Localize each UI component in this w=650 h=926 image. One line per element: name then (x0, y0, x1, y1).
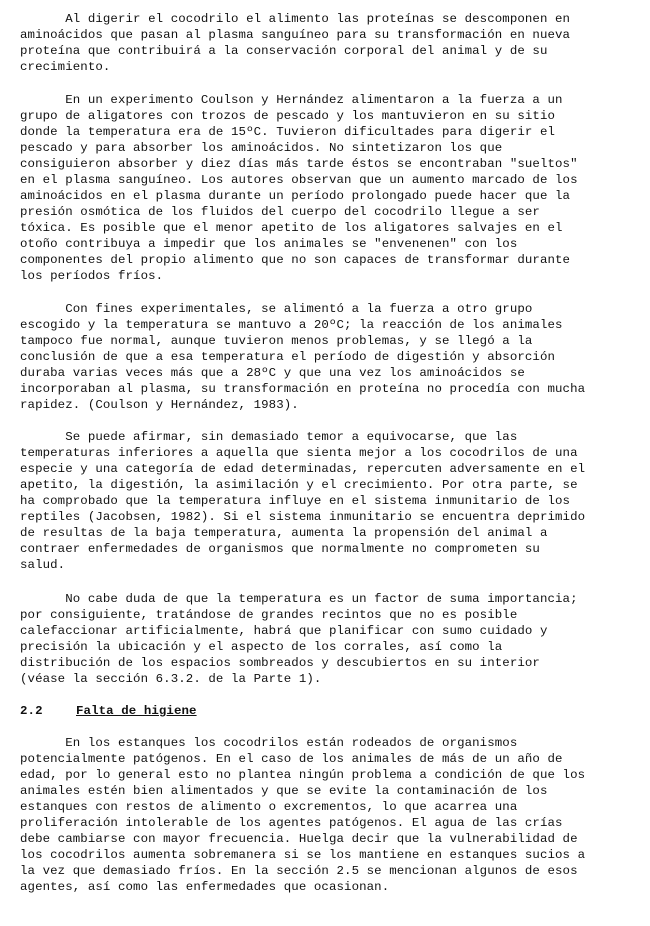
section-title: Falta de higiene (76, 704, 197, 718)
text-line: agentes, así como las enfermedades que ocasionan. (20, 880, 390, 894)
text-line: aminoácidos en el plasma durante un período prolongado puede hacer que la (20, 189, 571, 203)
text-line: incorporaban al plasma, su transformación en proteína no procedía con mucha (20, 382, 586, 396)
text-line: los cocodrilos aumenta sobremanera si se los mantiene en estanques sucios a (20, 848, 586, 862)
text-line: ha comprobado que la temperatura influye en el sistema inmunitario de los (20, 494, 571, 508)
text-line: en el plasma sanguíneo. Los autores observan que un aumento marcado de los (20, 173, 578, 187)
text-line: tampoco fue normal, aunque tuvieron menos problemas, y se llegó a la (20, 334, 533, 348)
text-line: distribución de los espacios sombreados y descubiertos en su interior (20, 656, 540, 670)
text-line: potencialmente patógenos. En el caso de los animales de más de un año de (20, 752, 563, 766)
text-line: presión osmótica de los fluidos del cuerpo del cocodrilo llegue a ser (20, 205, 540, 219)
text-line: de resultas de la baja temperatura, aumenta la propensión del animal a (20, 526, 548, 540)
text-line: conclusión de que a esa temperatura el período de digestión y absorción (20, 350, 556, 364)
text-line: reptiles (Jacobsen, 1982). Si el sistema inmunitario se encuentra deprimido (20, 510, 586, 524)
text-line: Al digerir el cocodrilo el alimento las proteínas se descomponen en (20, 12, 571, 26)
text-line: proliferación intolerable de los agentes patógenos. El agua de las crías (20, 816, 563, 830)
text-line: crecimiento. (20, 60, 111, 74)
text-line: debe cambiarse con mayor frecuencia. Huelga decir que la vulnerabilidad de (20, 832, 578, 846)
section-number: 2.2 (20, 704, 43, 718)
text-line: Con fines experimentales, se alimentó a la fuerza a otro grupo (20, 302, 533, 316)
text-line: En los estanques los cocodrilos están rodeados de organismos (20, 736, 518, 750)
text-line: No cabe duda de que la temperatura es un factor de suma importancia; (20, 592, 578, 606)
text-line: calefaccionar artificialmente, habrá que planificar con sumo cuidado y (20, 624, 548, 638)
text-line: Se puede afirmar, sin demasiado temor a equivocarse, que las (20, 430, 518, 444)
text-line: edad, por lo general esto no plantea ningún problema a condición de que los (20, 768, 586, 782)
text-line: proteína que contribuirá a la conservación corporal del animal y de su (20, 44, 548, 58)
text-line: (véase la sección 6.3.2. de la Parte 1). (20, 672, 322, 686)
text-line: otoño contribuya a impedir que los animales se "envenenen" con los (20, 237, 518, 251)
text-line: duraba varias veces más que a 28ºC y que una vez los aminoácidos se (20, 366, 525, 380)
text-line: los períodos fríos. (20, 269, 164, 283)
text-line: rapidez. (Coulson y Hernández, 1983). (20, 398, 299, 412)
text-line: grupo de aligatores con trozos de pescado y los mantuvieron en su sitio (20, 109, 556, 123)
text-line: temperaturas inferiores a aquella que sienta mejor a los cocodrilos de una (20, 446, 578, 460)
text-line: salud. (20, 558, 66, 572)
text-line: por consiguiente, tratándose de grandes recintos que no es posible (20, 608, 518, 622)
text-line: apetito, la digestión, la asimilación y el crecimiento. Por otra parte, se (20, 478, 578, 492)
text-line: donde la temperatura era de 15ºC. Tuvieron dificultades para digerir el (20, 125, 556, 139)
text-line: consiguieron absorber y diez días más tarde éstos se encontraban "sueltos" (20, 157, 578, 171)
text-line: tóxica. Es posible que el menor apetito de los aligatores salvajes en el (20, 221, 563, 235)
text-line: aminoácidos que pasan al plasma sanguíneo para su transformación en nueva (20, 28, 571, 42)
text-line: componentes del propio alimento que no son capaces de transformar durante (20, 253, 571, 267)
text-line: precisión la ubicación y el aspecto de los corrales, así como la (20, 640, 503, 654)
text-line: escogido y la temperatura se mantuvo a 20ºC; la reacción de los animales (20, 318, 563, 332)
text-line: animales estén bien alimentados y que se evite la contaminación de los (20, 784, 548, 798)
text-line: pescado y para absorber los aminoácidos. No sintetizaron los que (20, 141, 503, 155)
text-line: especie y una categoría de edad determinadas, repercuten adversamente en el (20, 462, 586, 476)
text-line: En un experimento Coulson y Hernández alimentaron a la fuerza a un (20, 93, 563, 107)
text-line: estanques con restos de alimento o excrementos, lo que acarrea una (20, 800, 518, 814)
text-line: la vez que demasiado fríos. En la sección 2.5 se mencionan algunos de esos (20, 864, 578, 878)
text-line: contraer enfermedades de organismos que normalmente no comprometen su (20, 542, 540, 556)
